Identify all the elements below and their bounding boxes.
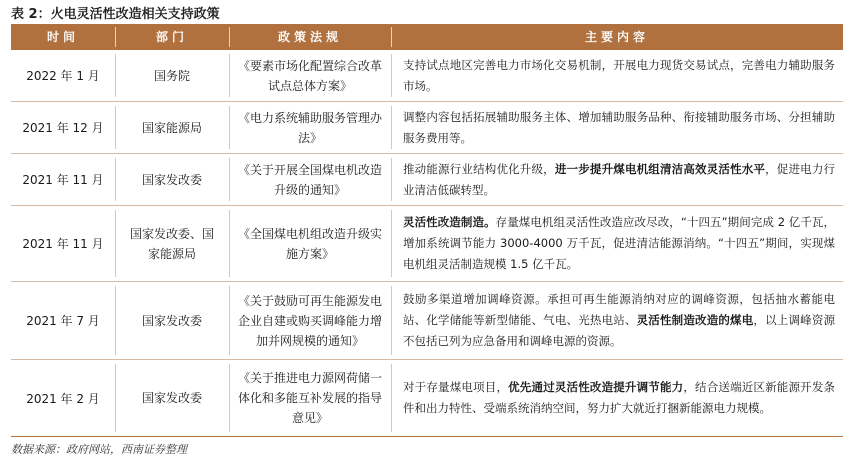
content-text — [403, 289, 835, 352]
header-content: 主要内容 — [584, 30, 649, 44]
cell-policy: 《关于开展全国煤电机改造升级的通知》 — [237, 162, 382, 197]
content-highlight: 灵活性制造改造的煤电 — [636, 313, 754, 327]
content-highlight: 灵活性改造制造。 — [403, 215, 496, 229]
cell-policy: 《全国煤电机组改造升级实施方案》 — [237, 226, 382, 261]
cell-content — [391, 154, 843, 205]
source-note: 数据来源：政府网站，西南证券整理 — [11, 443, 187, 456]
content-segment: 调整内容包括拓展辅助服务主体、增加辅助服务品种、衔接辅助服务市场、分担辅助服务费用等。 — [403, 109, 835, 145]
content-text — [403, 159, 835, 201]
content-segment: 存量煤电机组灵活性改造应改尽改，“十四五”期间完成 2 亿千瓦，增加系统调节能力 3000-4000 万千瓦，促进清洁能源消纳。“十四五”期间，实现煤电机组灵活制造规模 1.5 亿千瓦。 — [403, 215, 835, 271]
content-text — [403, 55, 835, 97]
content-text — [403, 107, 835, 149]
cell-dept: 国务院 — [153, 68, 190, 83]
cell-content — [391, 282, 843, 359]
cell-time: 2021 年 11 月 — [22, 237, 104, 251]
content-segment: ，促进电力行业清洁低碳转型。 — [403, 161, 836, 197]
content-text — [403, 212, 835, 275]
cell-time: 2021 年 12 月 — [22, 121, 104, 135]
table-header — [11, 24, 843, 50]
content-segment: ，结合送端近区新能源开发条件和出力特性、受端系统消纳空间，努力扩大就近打捆新能源电力规模。 — [403, 380, 836, 415]
cell-content — [391, 50, 843, 101]
cell-content — [391, 206, 843, 281]
cell-dept: 国家发改委 — [141, 391, 202, 405]
content-highlight: 优先通过灵活性改造提升调节能力 — [508, 380, 684, 394]
cell-content — [391, 102, 843, 153]
cell-time: 2021 年 11 月 — [22, 173, 104, 187]
table-row — [11, 206, 843, 282]
table-row — [11, 154, 843, 206]
table-row — [11, 102, 843, 154]
cell-policy: 《关于鼓励可再生能源发电企业自建或购买调峰能力增加并网规模的通知》 — [237, 293, 382, 348]
header-time: 时间 — [46, 30, 79, 44]
content-segment: 鼓励多渠道增加调峰资源。承担可再生能源消纳对应的调峰资源，包括抽水蓄能电站、化学储能等新型储能、气电、光热电站、 — [403, 292, 835, 327]
cell-time: 2021 年 2 月 — [26, 391, 100, 406]
content-text — [403, 377, 835, 419]
table-bottom-border — [11, 436, 843, 437]
header-dept: 部门 — [155, 30, 188, 44]
cell-dept: 国家能源局 — [141, 120, 202, 135]
cell-policy: 《要素市场化配置综合改革试点总体方案》 — [237, 58, 382, 93]
table-row — [11, 282, 843, 360]
table-title: 表 2：火电灵活性改造相关支持政策 — [11, 7, 220, 22]
table-row — [11, 360, 843, 436]
content-segment: 支持试点地区完善电力市场化交易机制，开展电力现货交易试点，完善电力辅助服务市场。 — [403, 57, 835, 93]
content-segment: 推动能源行业结构优化升级， — [403, 161, 555, 176]
table-row — [11, 50, 843, 102]
cell-time: 2021 年 7 月 — [26, 314, 100, 328]
content-segment: 对于存量煤电项目， — [403, 380, 509, 394]
content-segment: ，以上调峰资源不包括已列为应急备用和调峰电源的资源。 — [403, 313, 836, 348]
content-highlight: 进一步提升煤电机组清洁高效灵活性水平 — [554, 161, 766, 176]
cell-policy: 《电力系统辅助服务管理办法》 — [237, 110, 382, 145]
cell-dept: 国家发改委 — [141, 172, 202, 187]
header-policy: 政策法规 — [277, 30, 342, 44]
cell-time: 2022 年 1 月 — [26, 69, 100, 83]
cell-policy: 《关于推进电力源网荷储一体化和多能互补发展的指导意见》 — [237, 371, 382, 425]
cell-content — [391, 360, 843, 436]
cell-dept: 国家发改委、国家能源局 — [129, 226, 214, 261]
cell-dept: 国家发改委 — [141, 313, 202, 328]
